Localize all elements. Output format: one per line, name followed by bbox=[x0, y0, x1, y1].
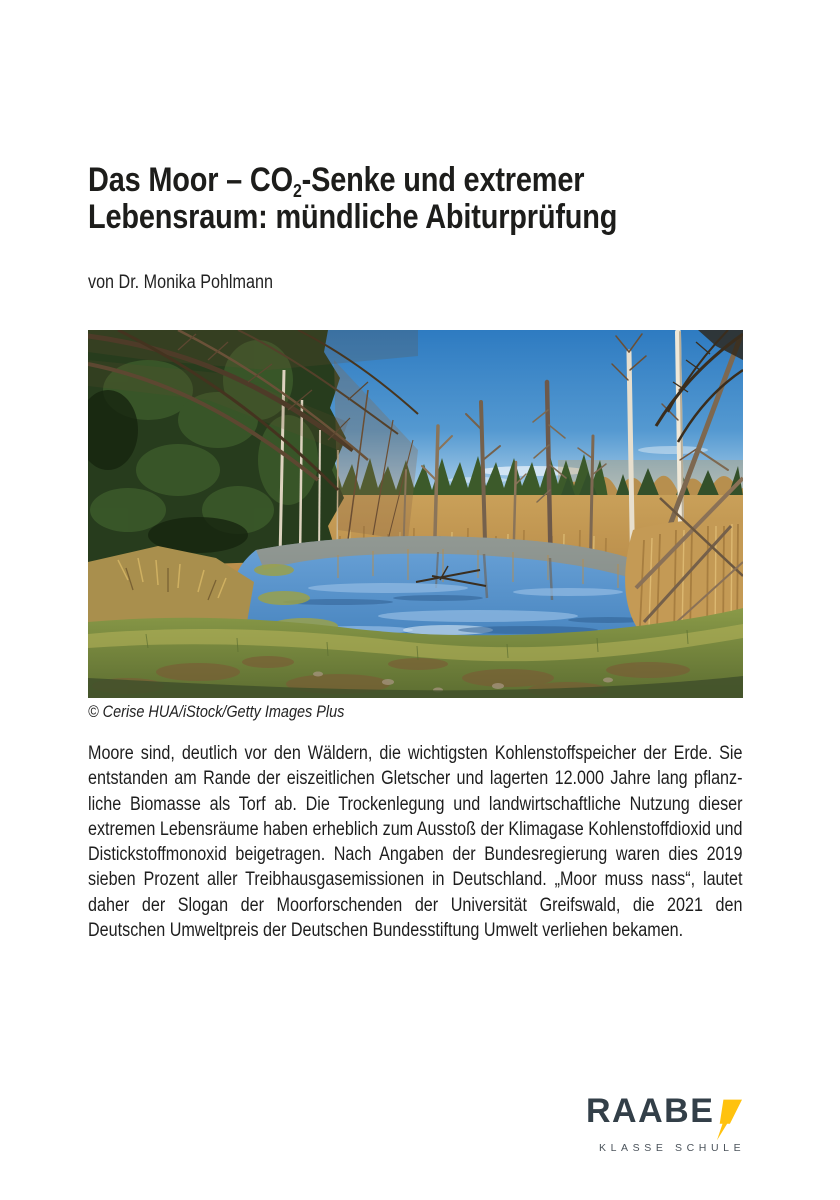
raabe-tagline: KLASSE SCHULE bbox=[599, 1142, 746, 1154]
title-line-2: Lebensraum: mündliche Abiturprüfung bbox=[88, 198, 618, 236]
photo-credit: © Cerise HUA/iStock/Getty Images Plus bbox=[88, 702, 345, 721]
raabe-wordmark: RAABE bbox=[586, 1092, 715, 1130]
title-line-1: Das Moor – $CO_2$-Senke und extremer bbox=[88, 161, 585, 201]
logo-comma-icon bbox=[716, 1099, 742, 1141]
page-title bbox=[88, 162, 751, 236]
moor-photo bbox=[88, 330, 743, 698]
author-byline: von Dr. Monika Pohlmann bbox=[88, 272, 273, 293]
body-paragraph: Moore sind, deutlich vor den Wäldern, die wichtigsten Kohlenstoffspeicher der Erde. Sie entstanden am Rande der eiszeitlichen Gletscher und lagerten 12.000 Jahre lang pflanzliche Biomasse als Torf ab. Die Trockenlegung und landwirtschaftliche Nutzung dieser extremen Lebensräume haben erheblich zum Ausstoß der Klimagase Kohlenstoffdioxid und Distickstoffmonoxid beigetragen. Nach Angaben der Bundesregierung waren dies 2019 sieben Prozent aller Treibhausgasemissionen in Deutschland. „Moor muss nass“, lautet daher der Slogan der Moorforschenden der Universität Greifswald, die 2021 den Deutschen Umweltpreis der Deutschen Bundesstiftung Umwelt verliehen bekamen. bbox=[88, 743, 743, 942]
raabe-logo bbox=[586, 1094, 756, 1154]
co2-subscript: 2 bbox=[292, 179, 302, 201]
